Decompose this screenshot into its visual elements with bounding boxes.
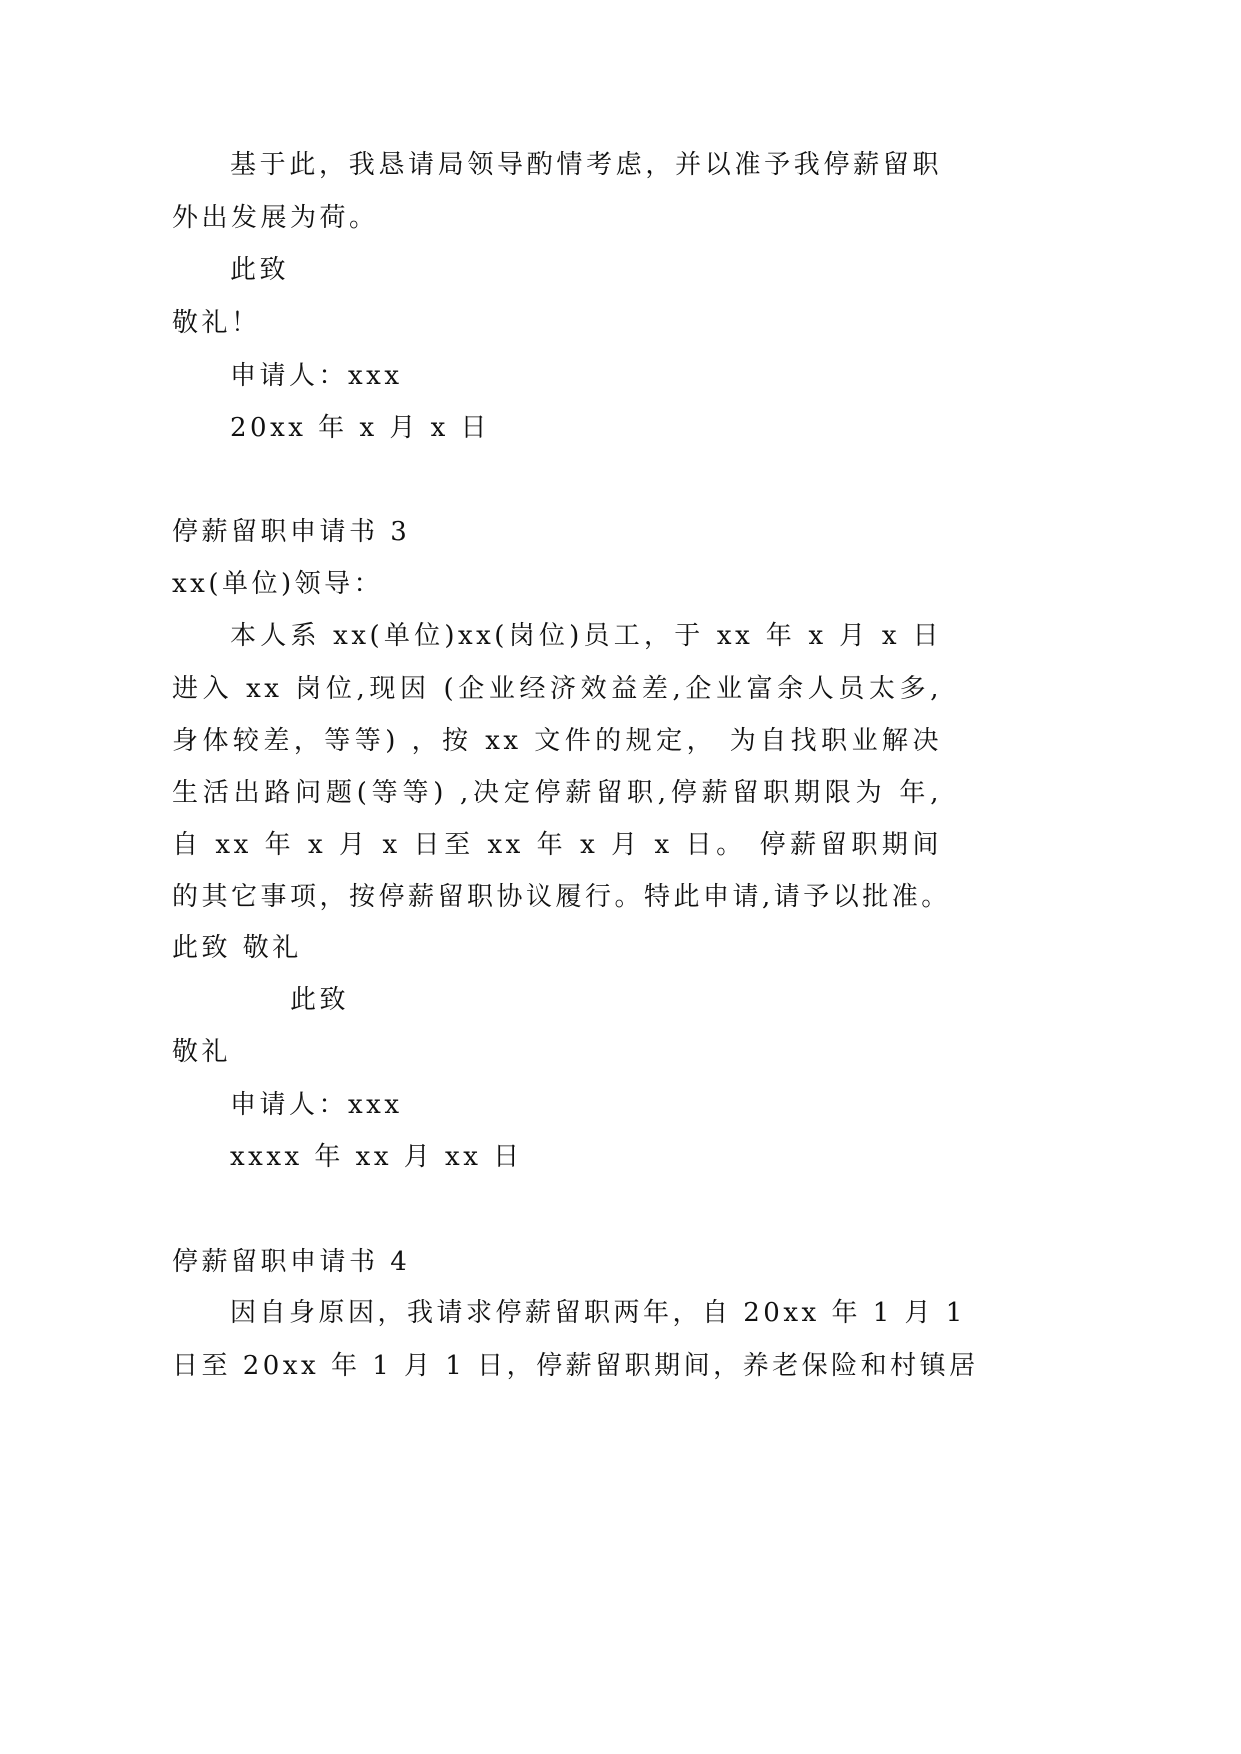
salutation-line: 此致: [230, 255, 290, 285]
paragraph-line: 自 xx 年 x 月 x 日至 xx 年 x 月 x 日。 停薪留职期间: [172, 830, 942, 860]
paragraph-line: 基于此，我恳请局领导酌情考虑，并以准予我停薪留职: [230, 150, 942, 180]
date-line: xxxx 年 xx 月 xx 日: [230, 1142, 523, 1172]
paragraph-line: 日至 20xx 年 1 月 1 日，停薪留职期间，养老保险和村镇居: [172, 1351, 979, 1381]
paragraph-line: 外出发展为荷。: [172, 203, 379, 233]
paragraph-line: 进入 xx 岗位,现因 (企业经济效益差,企业富余人员太多,: [172, 674, 942, 704]
applicant-signature: 申请人：xxx: [230, 1090, 403, 1120]
date-line: 20xx 年 x 月 x 日: [230, 413, 491, 443]
closing-respect-line: 敬礼！: [172, 308, 261, 338]
salutation-line: 此致: [290, 985, 350, 1015]
applicant-signature: 申请人：xxx: [230, 361, 403, 391]
paragraph-line: 生活出路问题(等等) ,决定停薪留职,停薪留职期限为 年,: [172, 778, 942, 808]
section-title: 停薪留职申请书 4: [172, 1247, 411, 1277]
paragraph-line: 因自身原因，我请求停薪留职两年，自 20xx 年 1 月 1: [230, 1298, 966, 1328]
paragraph-line: 身体较差，等等) ，按 xx 文件的规定， 为自找职业解决: [172, 726, 942, 756]
recipient-line: xx(单位)领导：: [172, 569, 384, 599]
section-title: 停薪留职申请书 3: [172, 517, 411, 547]
closing-respect-line: 敬礼: [172, 1037, 232, 1067]
paragraph-line: 本人系 xx(单位)xx(岗位)员工，于 xx 年 x 月 x 日: [230, 621, 942, 651]
paragraph-line: 此致 敬礼: [172, 933, 302, 963]
paragraph-line: 的其它事项，按停薪留职协议履行。特此申请,请予以批准。: [172, 882, 951, 912]
